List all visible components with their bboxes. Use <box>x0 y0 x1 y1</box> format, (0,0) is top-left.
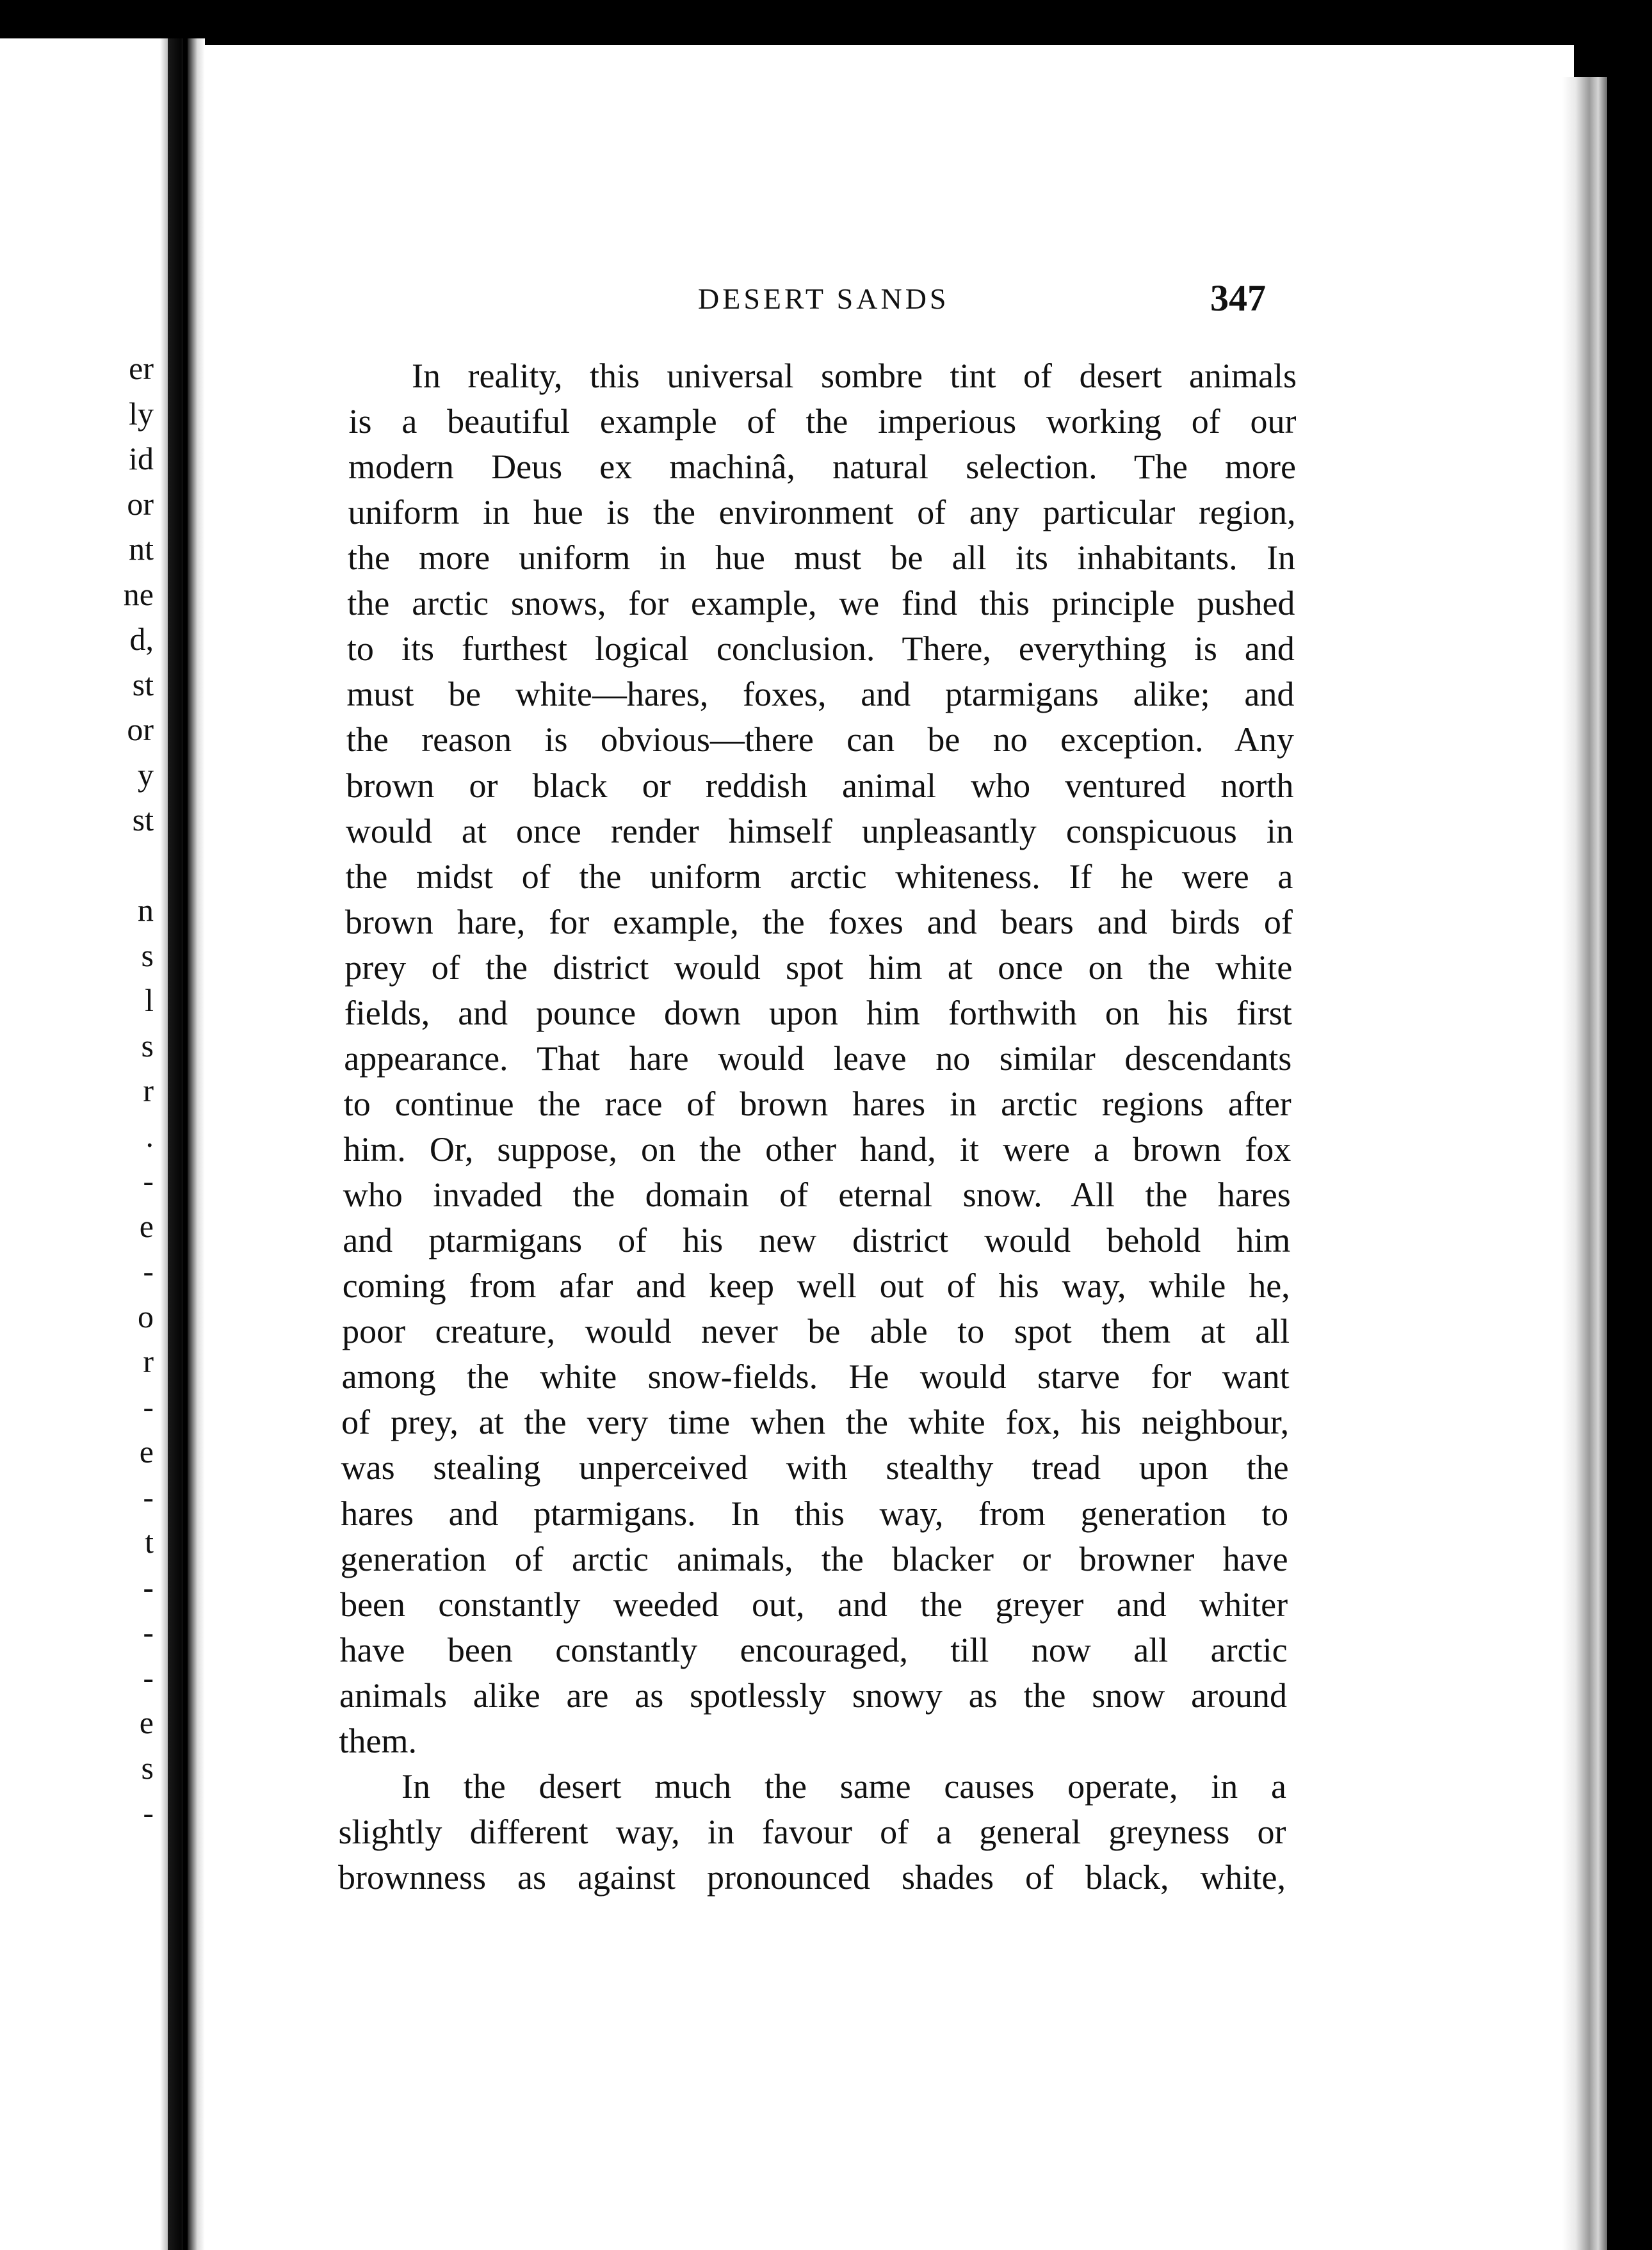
spine-shadow-line <box>183 38 188 2250</box>
text-line: the reason is obvious—there can be no exception. Any <box>346 720 1294 759</box>
facing-page-left <box>0 38 168 2250</box>
running-head: DESERT SANDS <box>698 282 950 315</box>
text-line: uniform in hue is the environment of any particular region, <box>348 493 1296 532</box>
text-line: the midst of the uniform arctic whiteness. If he were a <box>345 857 1293 896</box>
text-line: was stealing unperceived with stealthy tread upon the <box>341 1448 1289 1487</box>
facing-page-fragment: . <box>145 1117 154 1154</box>
text-line: the more uniform in hue must be all its inhabitants. In <box>347 538 1295 578</box>
facing-page-fragment: - <box>143 1614 154 1650</box>
text-line: have been constantly encouraged, till now all arctic <box>339 1630 1288 1669</box>
facing-page-fragment: d, <box>129 621 154 657</box>
facing-page-fragment: r <box>143 1343 154 1379</box>
facing-page-fragment: t <box>145 1524 154 1560</box>
facing-page-fragment: s <box>141 1027 154 1064</box>
text-line: appearance. That hare would leave no similar descendants <box>344 1039 1292 1078</box>
text-line: prey of the district would spot him at once on the white <box>344 948 1293 987</box>
text-line: brown hare, for example, the foxes and bears and birds of <box>344 902 1293 941</box>
text-line: animals alike are as spotlessly snowy as the snow around <box>339 1676 1288 1715</box>
text-line: brownness as against pronounced shades of black, white, <box>338 1858 1286 1897</box>
text-line: slightly different way, in favour of a general greyness or <box>338 1812 1286 1851</box>
text-line: modern Deus ex machinâ, natural selection. The more <box>348 448 1296 487</box>
facing-page-fragment: - <box>143 1659 154 1696</box>
facing-page-fragment: id <box>129 441 154 476</box>
gutter-shadow <box>160 38 168 2250</box>
facing-page-fragment: o <box>138 1298 154 1334</box>
facing-page-fragment: r <box>143 1072 154 1108</box>
text-line: of prey, at the very time when the white fox, his neighbour, <box>341 1403 1290 1442</box>
facing-page-fragment: y <box>138 756 154 793</box>
facing-page-fragment: e <box>139 1208 154 1244</box>
facing-page-fragment: er <box>129 350 154 386</box>
page-edge-stack <box>1562 77 1607 2250</box>
text-line: In the desert much the same causes operate, in a <box>401 1767 1287 1806</box>
facing-page-fragment: l <box>145 982 154 1018</box>
text-line: must be white—hares, foxes, and ptarmigans alike; and <box>346 675 1295 714</box>
text-line: brown or black or reddish animal who ventured north <box>346 766 1294 805</box>
facing-page-fragment: - <box>143 1569 154 1605</box>
facing-page-fragment: st <box>132 666 154 702</box>
facing-page-fragment: e <box>139 1704 154 1740</box>
facing-page-fragment: st <box>132 802 154 838</box>
facing-page-fragment: s <box>141 1749 154 1786</box>
facing-page-fragment: - <box>143 1478 154 1515</box>
text-line: among the white snow-fields. He would starve for want <box>341 1357 1290 1396</box>
facing-page-fragment: - <box>143 1795 154 1831</box>
text-line: and ptarmigans of his new district would behold him <box>343 1221 1291 1260</box>
scan-border-right <box>1607 77 1652 2250</box>
facing-page-fragment: or <box>127 485 154 522</box>
text-line: to continue the race of brown hares in arctic regions after <box>343 1084 1292 1123</box>
text-line: coming from afar and keep well out of his way, while he, <box>342 1267 1290 1306</box>
text-line: fields, and pounce down upon him forthwith on his first <box>344 993 1292 1032</box>
text-line: generation of arctic animals, the blacker or browner have <box>340 1539 1288 1578</box>
facing-page-fragment: n <box>138 892 154 928</box>
text-line: In reality, this universal sombre tint of desert animals <box>412 357 1297 395</box>
page-number: 347 <box>1210 277 1266 319</box>
text-line: him. Or, suppose, on the other hand, it were a brown fox <box>343 1130 1292 1169</box>
text-line: been constantly weeded out, and the greyer and whiter <box>340 1585 1288 1624</box>
text-line: the arctic snows, for example, we find this principle pushed <box>347 584 1295 623</box>
facing-page-fragment: or <box>127 711 154 747</box>
text-line: to its furthest logical conclusion. There, everything is and <box>346 629 1295 668</box>
text-line: poor creature, would never be able to spot them at all <box>342 1312 1290 1351</box>
facing-page-fragment: e <box>139 1434 154 1469</box>
facing-page-fragment: ne <box>123 576 154 612</box>
text-line: them. <box>339 1721 417 1760</box>
facing-page-fragment: ly <box>129 395 154 432</box>
facing-page-fragment: s <box>141 937 154 973</box>
text-line: would at once render himself unpleasantly conspicuous in <box>345 811 1293 850</box>
facing-page-fragment: - <box>143 1163 154 1199</box>
text-line: hares and ptarmigans. In this way, from generation to <box>341 1494 1289 1533</box>
facing-page-fragment: - <box>143 1253 154 1289</box>
text-line: who invaded the domain of eternal snow. All the hares <box>343 1176 1291 1215</box>
facing-page-fragment: - <box>143 1388 154 1425</box>
text-line: is a beautiful example of the imperious working of our <box>348 402 1297 441</box>
facing-page-fragment: nt <box>129 531 154 567</box>
